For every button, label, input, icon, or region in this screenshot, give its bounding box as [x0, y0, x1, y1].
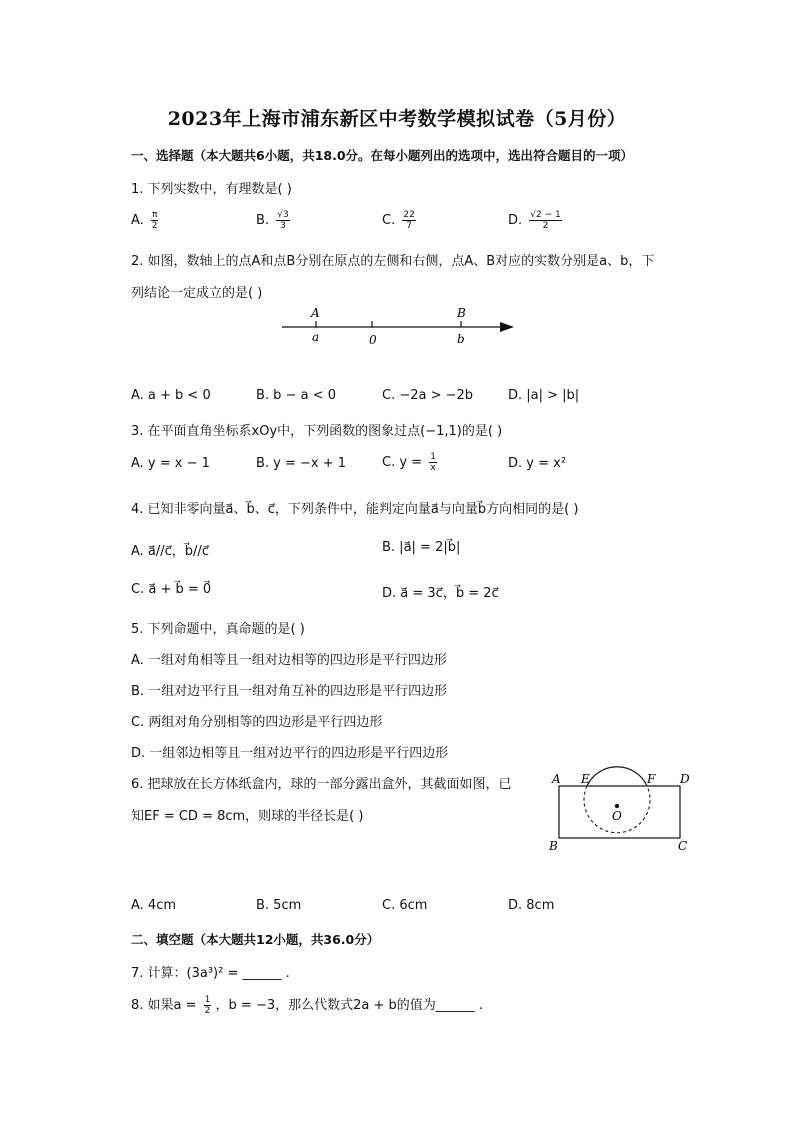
numerator: π [151, 210, 158, 220]
q3-option-d: D. y = x² [508, 456, 567, 471]
label-c: C [678, 839, 688, 853]
q8-text-pre: 8. 如果a = [131, 998, 197, 1013]
q5-option-c: C. 两组对角分别相等的四边形是平行四边形 [131, 715, 383, 730]
label-value-b: b [457, 332, 465, 346]
numerator: √3 [277, 210, 289, 220]
label-origin: 0 [369, 333, 377, 347]
fraction [429, 452, 437, 473]
number-line-figure [270, 300, 530, 352]
label-o: O [612, 809, 622, 823]
denominator: 7 [406, 221, 412, 231]
numerator: 1 [430, 452, 436, 462]
option-label: B. [256, 213, 270, 228]
q3-option-c [382, 452, 437, 473]
number-line-arrow [500, 322, 514, 332]
question-5-stem: 5. 下列命题中，真命题的是( ) [131, 622, 305, 637]
q3-option-a: A. y = x − 1 [131, 456, 210, 471]
fraction [151, 210, 158, 231]
label-value-a: a [312, 330, 320, 344]
numerator: √2 − 1 [530, 210, 561, 220]
denominator: 2 [151, 221, 158, 231]
question-4-stem: 4. 已知非零向量a⃗、b⃗、c⃗，下列条件中，能判定向量a⃗与向量b⃗方向相同的是( ) [131, 502, 579, 517]
q2-option-d: D. |a| > |b| [508, 388, 580, 403]
q4-option-a: A. a⃗//c⃗，b⃗//c⃗ [131, 544, 209, 559]
q2-option-b: B. b − a < 0 [256, 388, 336, 403]
option-label: A. [131, 213, 144, 228]
option-label: C. y = [382, 455, 423, 470]
q1-option-a [131, 210, 158, 231]
question-8-stem [131, 994, 483, 1016]
question-2-stem-line2: 列结论一定成立的是( ) [131, 286, 263, 301]
q1-option-c [382, 210, 416, 231]
label-point-a: A [311, 306, 320, 320]
denominator: x [430, 463, 436, 473]
denominator: 2 [204, 1006, 211, 1016]
fraction [402, 210, 415, 231]
q5-option-b: B. 一组对边平行且一组对角互补的四边形是平行四边形 [131, 684, 448, 699]
q6-option-c: C. 6cm [382, 898, 428, 913]
denominator: 3 [280, 221, 286, 231]
label-d: D [680, 772, 690, 786]
q5-option-d: D. 一组邻边相等且一组对边平行的四边形是平行四边形 [131, 746, 449, 761]
label-point-b: B [457, 306, 466, 320]
q1-option-b [256, 210, 290, 231]
fraction [276, 210, 289, 231]
q6-option-d: D. 8cm [508, 898, 555, 913]
label-a: A [552, 772, 561, 786]
q4-option-b: B. |a⃗| = 2|b⃗| [382, 540, 461, 555]
label-f: F [647, 772, 656, 786]
section-choice-heading: 一、选择题（本大题共6小题，共18.0分。在每小题列出的选项中，选出符合题目的一项） [131, 148, 634, 163]
section-fill-heading: 二、填空题（本大题共12小题，共36.0分） [131, 932, 380, 947]
question-3-stem: 3. 在平面直角坐标系xOy中，下列函数的图象过点(−1,1)的是( ) [131, 424, 503, 439]
q4-option-c: C. a⃗ + b⃗ = 0⃗ [131, 582, 212, 597]
numerator: 1 [204, 995, 211, 1005]
q6-option-a: A. 4cm [131, 898, 177, 913]
option-label: D. [508, 213, 523, 228]
question-7-stem: 7. 计算：(3a³)² = ______ . [131, 966, 290, 981]
denominator: 2 [542, 221, 549, 231]
ball-in-box-figure [544, 766, 704, 858]
question-2-stem-line1: 2. 如图，数轴上的点A和点B分别在原点的左侧和右侧，点A、B对应的实数分别是a、b，下 [131, 254, 655, 269]
ball-arc-outside [587, 767, 647, 786]
question-1-stem: 1. 下列实数中，有理数是( ) [131, 182, 292, 197]
question-6-stem-line2: 知EF = CD = 8cm，则球的半径长是( ) [131, 809, 364, 824]
label-e: E [581, 772, 590, 786]
q4-option-d: D. a⃗ = 3c⃗，b⃗ = 2c⃗ [382, 586, 499, 601]
option-label: C. [382, 213, 396, 228]
q5-option-a: A. 一组对角相等且一组对边相等的四边形是平行四边形 [131, 653, 447, 668]
q3-option-b: B. y = −x + 1 [256, 456, 347, 471]
question-6-stem-line1: 6. 把球放在长方体纸盒内，球的一部分露出盒外，其截面如图，已 [131, 777, 512, 792]
fraction [529, 210, 561, 231]
q8-text-post: ，b = −3，那么代数式2a + b的值为______ . [215, 998, 484, 1013]
page-title: 2023年上海市浦东新区中考数学模拟试卷（5月份） [167, 108, 627, 130]
q1-option-d [508, 210, 562, 231]
q2-option-a: A. a + b < 0 [131, 388, 211, 403]
numerator: 22 [403, 210, 415, 220]
q2-option-c: C. −2a > −2b [382, 388, 474, 403]
center-point [615, 804, 619, 808]
label-b: B [549, 839, 558, 853]
q6-option-b: B. 5cm [256, 898, 302, 913]
fraction [204, 995, 212, 1016]
